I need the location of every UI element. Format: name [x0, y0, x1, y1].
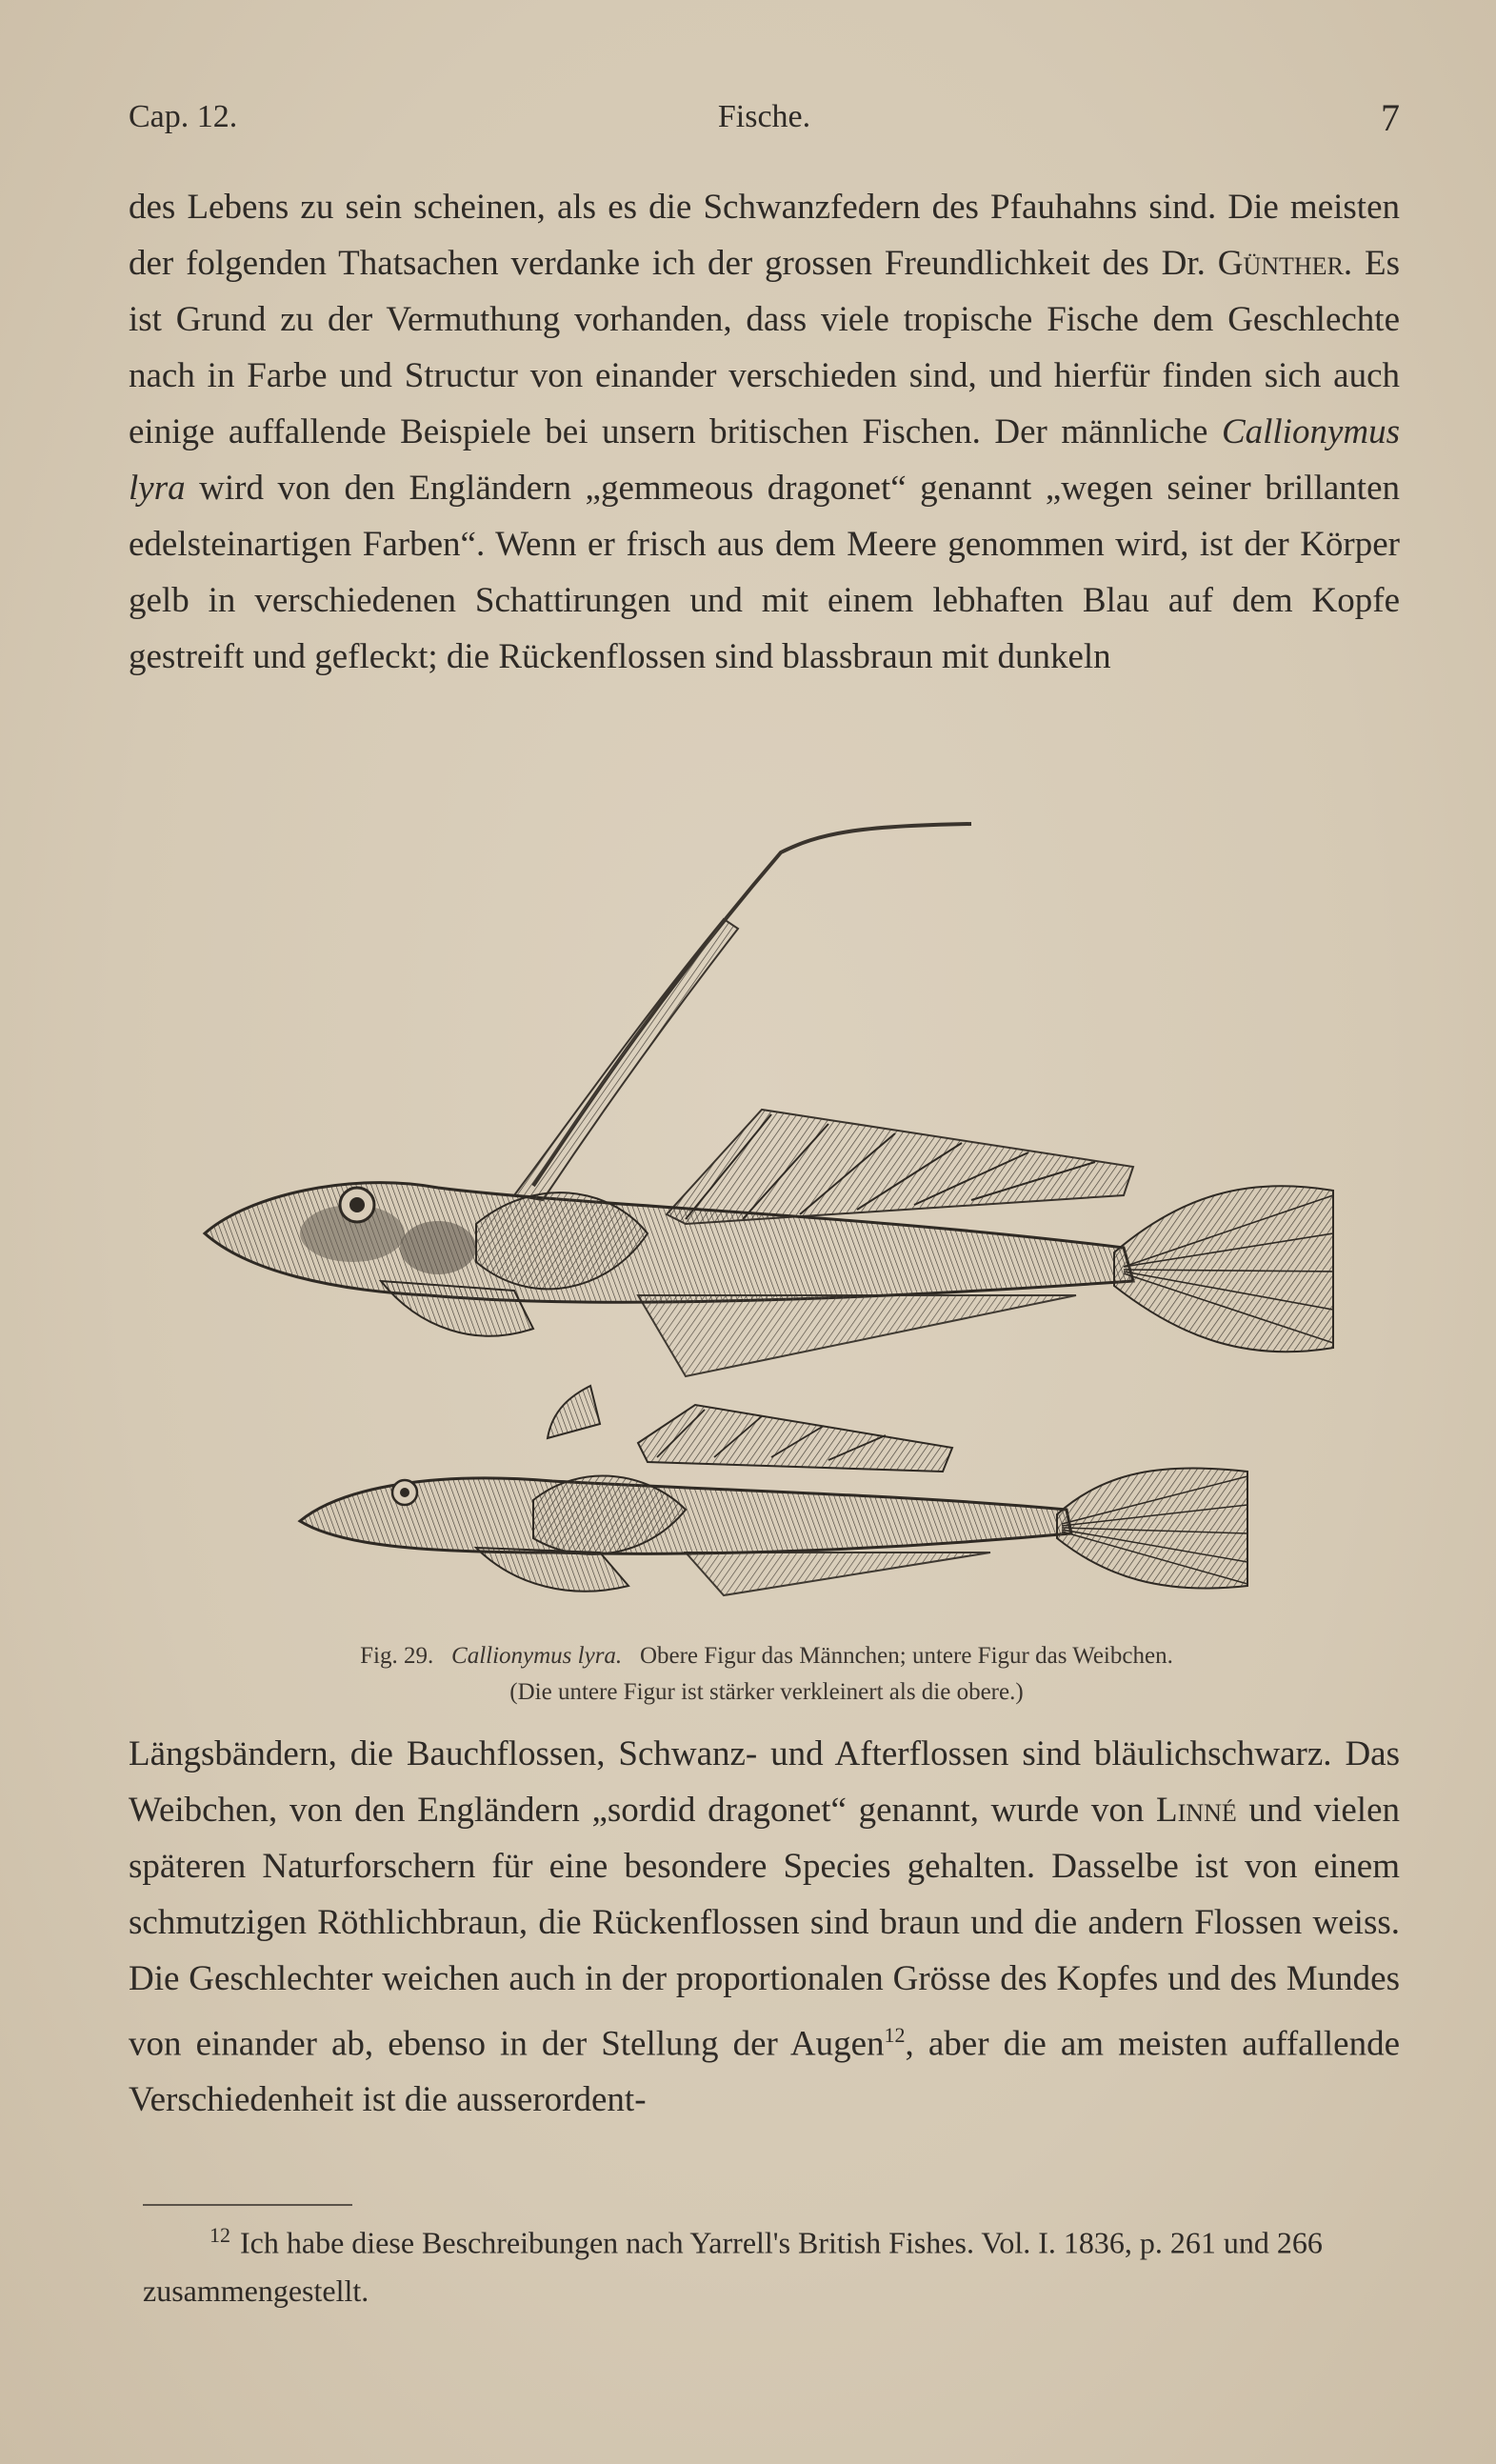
species-name: Callionymus lyra	[129, 412, 1400, 508]
caption-line-2: (Die untere Figur ist stärker verkleinert als die obere.)	[509, 1679, 1024, 1705]
chapter-label: Cap. 12.	[129, 99, 238, 134]
caption-species: Callionymus lyra.	[451, 1643, 623, 1669]
paragraph-top	[129, 179, 1400, 685]
section-title: Fische.	[717, 99, 811, 134]
fish-illustration	[190, 814, 1352, 1629]
text-run: Längsbändern, die Bauchflossen, Schwanz- und Afterflossen sind bläulichschwarz. Das Weibchen, von den Engländern „sordid dragonet“ genannt, wurde von	[129, 1734, 1400, 1830]
footnote-reference[interactable]: 12	[884, 2023, 906, 2047]
text-run: und vielen späteren Naturforschern für eine besondere Species gehalten. Dasselbe ist von einem schmutzigen Röthlichbraun, die Rückenflossen sind braun und die andern Flossen weiss. Die Geschlechter weichen auch in der proportionalen Grösse des Kopfes und des Mundes von einander ab, ebenso in der Stellung der Augen	[129, 1791, 1401, 2064]
text-run: wird von den Engländern „gemmeous dragonet“ genannt „wegen seiner brillanten edelsteinartigen Farben“. Wenn er frisch aus dem Meere genommen wird, ist der Körper gelb in verschiedenen Schattirungen und mit einem lebhaften Blau auf dem Kopfe gestreift und gefleckt; die Rückenflossen sind blassbraun mit dunkeln	[129, 469, 1400, 676]
paragraph-bottom-text	[129, 1726, 1400, 2128]
author-name-linne: Linné	[1156, 1791, 1237, 1830]
caption-line-1	[162, 1638, 1371, 1674]
page-number: 7	[1381, 96, 1400, 139]
footnote-number: 12	[209, 2223, 230, 2247]
figure-label: Fig. 29.	[360, 1643, 434, 1669]
text-run: , aber die am meisten auffallende Verschiedenheit ist die ausserordent-	[129, 2024, 1400, 2120]
footnote	[143, 2212, 1400, 2314]
text-run: des Lebens zu sein scheinen, als es die Schwanzfedern des Pfauhahns sind. Die meisten der folgenden Thatsachen verdanke ich der grossen Freundlichkeit des Dr.	[129, 188, 1400, 283]
paragraph-top-text	[129, 179, 1400, 685]
paragraph-bottom	[129, 1726, 1400, 2128]
female-fish-drawing	[300, 1386, 1247, 1595]
male-fish-drawing	[205, 824, 1333, 1376]
caption-description: Obere Figur das Männchen; untere Figur das Weibchen.	[639, 1643, 1173, 1669]
footnote-divider	[143, 2204, 352, 2206]
text-run: . Es ist Grund zu der Vermuthung vorhanden, dass viele tropische Fische dem Geschlechte nach in Farbe und Structur von einander verschieden sind, und hierfür finden sich auch einige auffallende Beispiele bei unsern britischen Fischen. Der männliche	[129, 244, 1400, 451]
figure-caption	[162, 1638, 1371, 1711]
footnote-text: Ich habe diese Beschreibungen nach Yarrell's British Fishes. Vol. I. 1836, p. 261 und 266 zusammengestellt.	[143, 2225, 1323, 2308]
running-header	[129, 95, 1400, 152]
author-name-gunther: Günther	[1217, 244, 1344, 283]
